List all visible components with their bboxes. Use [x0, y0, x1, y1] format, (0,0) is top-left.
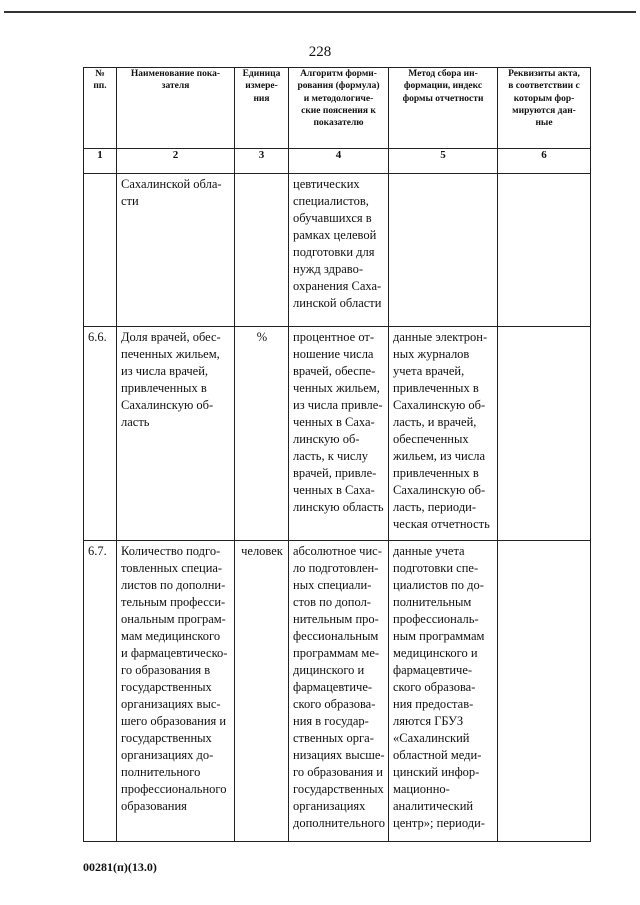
page-number: 228 [308, 44, 332, 60]
column-number: 2 [117, 149, 235, 174]
unit-cell [235, 174, 289, 327]
table-row [84, 174, 591, 327]
requisites-cell [498, 174, 591, 327]
indicator-table [83, 67, 591, 842]
method-cell: данные электрон- ных журналов учета врачей, привлеченных в Сахалинскую об- ласть, и врачей, обеспеченных жильем, из числа привлеченных в Сахалинскую об- ласть, периоди- ческая отчетность [389, 327, 498, 541]
column-number: 1 [84, 149, 117, 174]
row-number-cell: 6.7. [84, 541, 117, 842]
header-cell: Алгоритм форми- рования (формула) и методологиче- ские пояснения к показателю [289, 68, 389, 149]
header-cell: Реквизиты акта, в соответствии с которым фор- мируются дан- ные [498, 68, 591, 149]
column-number: 5 [389, 149, 498, 174]
unit-cell: человек [235, 541, 289, 842]
indicator-name-cell: Сахалинской обла- сти [117, 174, 235, 327]
indicator-name-cell: Доля врачей, обес- печенных жильем, из числа врачей, привлеченных в Сахалинскую об- ласть [117, 327, 235, 541]
indicator-name-cell: Количество подго- товленных специа- листов по дополни- тельным професси- ональным програм- мам медицинского и фармацевтическо- го образования в государственных организациях выс- шего образования и государственных организациях до- полнительного профессионального образования [117, 541, 235, 842]
table-row [84, 541, 591, 842]
requisites-cell [498, 327, 591, 541]
column-number: 3 [235, 149, 289, 174]
unit-cell: % [235, 327, 289, 541]
requisites-cell [498, 541, 591, 842]
top-rule [4, 11, 636, 13]
method-cell: данные учета подготовки спе- циалистов по до- полнительным профессиональ- ным программам медицинского и фармацевтиче- ского образова- ния предостав- ляются ГБУЗ «Сахалинский областной меди- цинский инфор- мационно- аналитический центр»; периоди- [389, 541, 498, 842]
header-cell: № пп. [84, 68, 117, 149]
row-number-cell: 6.6. [84, 327, 117, 541]
table-row [84, 327, 591, 541]
algorithm-cell: процентное от- ношение числа врачей, обеспе- ченных жильем, из числа привле- ченных в Саха- линскую об- ласть, к числу врачей, привле- ченных в Саха- линскую область [289, 327, 389, 541]
header-cell: Единица измере- ния [235, 68, 289, 149]
algorithm-cell: цевтических специалистов, обучавшихся в рамках целевой подготовки для нужд здраво- охранения Саха- линской области [289, 174, 389, 327]
table-header-row [84, 68, 591, 149]
column-number: 6 [498, 149, 591, 174]
document-code: 00281(п)(13.0) [83, 860, 157, 874]
header-cell: Наименование пока- зателя [117, 68, 235, 149]
algorithm-cell: абсолютное чис- ло подготовлен- ных специали- стов по допол- нительным про- фессиональным программам ме- дицинского и фармацевтиче- ского образова- ния в государ- ственных орга- низациях высше- го образования и государственных организациях дополнительного [289, 541, 389, 842]
header-cell: Метод сбора ин- формации, индекс формы отчетности [389, 68, 498, 149]
row-number-cell [84, 174, 117, 327]
column-number-row [84, 149, 591, 174]
method-cell [389, 174, 498, 327]
column-number: 4 [289, 149, 389, 174]
